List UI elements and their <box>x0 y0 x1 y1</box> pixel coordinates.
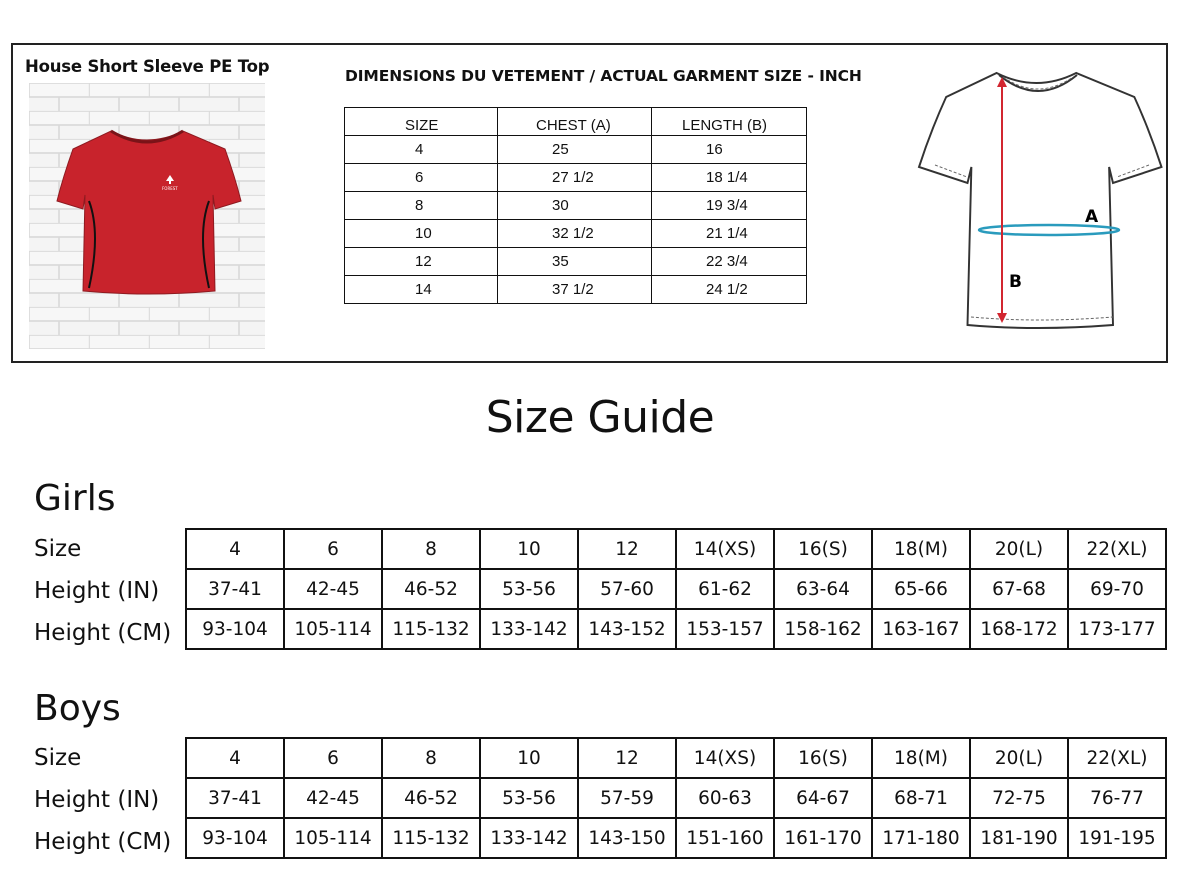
size-cell: 6 <box>284 738 382 778</box>
height-in-cell: 63-64 <box>774 569 872 609</box>
height-in-cell: 42-45 <box>284 569 382 609</box>
boys-label: Boys <box>34 688 121 729</box>
height-in-cell: 53-56 <box>480 569 578 609</box>
girls-row-labels <box>34 528 171 654</box>
row-label-height-cm: Height (CM) <box>34 829 172 855</box>
height-in-cell: 67-68 <box>970 569 1068 609</box>
height-in-cell: 57-59 <box>578 778 676 818</box>
size-cell: 16(S) <box>774 529 872 569</box>
table-row <box>186 818 1166 858</box>
table-row <box>345 220 807 248</box>
chest-cell: 27 1/2 <box>498 164 652 192</box>
table-row <box>345 248 807 276</box>
size-cell: 6 <box>284 529 382 569</box>
size-cell: 4 <box>186 529 284 569</box>
height-cm-cell: 153-157 <box>676 609 774 649</box>
size-cell: 8 <box>382 738 480 778</box>
height-in-cell: 61-62 <box>676 569 774 609</box>
length-cell: 18 1/4 <box>652 164 807 192</box>
length-cell: 24 1/2 <box>652 276 807 304</box>
height-cm-cell: 163-167 <box>872 609 970 649</box>
size-cell: 12 <box>345 248 498 276</box>
garment-dimensions-table <box>344 107 807 304</box>
height-cm-cell: 191-195 <box>1068 818 1166 858</box>
row-label-height-cm: Height (CM) <box>34 620 172 646</box>
height-cm-cell: 143-152 <box>578 609 676 649</box>
height-cm-cell: 133-142 <box>480 609 578 649</box>
boys-size-table <box>185 737 1167 859</box>
height-cm-cell: 105-114 <box>284 609 382 649</box>
girls-label: Girls <box>34 478 116 519</box>
height-in-cell: 57-60 <box>578 569 676 609</box>
length-cell: 19 3/4 <box>652 192 807 220</box>
chest-cell: 30 <box>498 192 652 220</box>
height-cm-cell: 105-114 <box>284 818 382 858</box>
size-guide-title: Size Guide <box>485 392 715 443</box>
height-cm-cell: 151-160 <box>676 818 774 858</box>
height-cm-cell: 173-177 <box>1068 609 1166 649</box>
height-cm-cell: 171-180 <box>872 818 970 858</box>
table-row <box>186 609 1166 649</box>
height-cm-cell: 161-170 <box>774 818 872 858</box>
size-cell: 18(M) <box>872 529 970 569</box>
length-cell: 22 3/4 <box>652 248 807 276</box>
height-cm-cell: 143-150 <box>578 818 676 858</box>
table-row <box>186 569 1166 609</box>
table-row <box>345 164 807 192</box>
table-row <box>186 778 1166 818</box>
table-row <box>186 529 1166 569</box>
size-cell: 8 <box>345 192 498 220</box>
height-in-cell: 69-70 <box>1068 569 1166 609</box>
height-cm-cell: 115-132 <box>382 818 480 858</box>
size-cell: 12 <box>578 738 676 778</box>
height-in-cell: 53-56 <box>480 778 578 818</box>
row-label-size: Size <box>34 745 82 771</box>
size-cell: 10 <box>480 529 578 569</box>
header-length: LENGTH (B) <box>652 108 807 136</box>
size-cell: 14 <box>345 276 498 304</box>
height-cm-cell: 133-142 <box>480 818 578 858</box>
height-in-cell: 46-52 <box>382 569 480 609</box>
size-cell: 10 <box>345 220 498 248</box>
girls-size-table <box>185 528 1167 650</box>
size-cell: 12 <box>578 529 676 569</box>
chest-cell: 32 1/2 <box>498 220 652 248</box>
height-cm-cell: 158-162 <box>774 609 872 649</box>
height-cm-cell: 93-104 <box>186 818 284 858</box>
height-in-cell: 72-75 <box>970 778 1068 818</box>
size-cell: 6 <box>345 164 498 192</box>
size-cell: 18(M) <box>872 738 970 778</box>
size-cell: 4 <box>345 136 498 164</box>
height-in-cell: 60-63 <box>676 778 774 818</box>
size-cell: 4 <box>186 738 284 778</box>
size-cell: 8 <box>382 529 480 569</box>
measurement-diagram <box>917 67 1167 342</box>
table-row <box>345 276 807 304</box>
header-size: SIZE <box>345 108 498 136</box>
length-cell: 21 1/4 <box>652 220 807 248</box>
product-title: House Short Sleeve PE Top <box>25 57 270 76</box>
height-in-cell: 37-41 <box>186 569 284 609</box>
height-cm-cell: 93-104 <box>186 609 284 649</box>
product-photo <box>29 83 265 349</box>
label-b: B <box>1009 272 1022 292</box>
chest-cell: 35 <box>498 248 652 276</box>
length-cell: 16 <box>652 136 807 164</box>
height-in-cell: 37-41 <box>186 778 284 818</box>
table-row <box>186 738 1166 778</box>
size-cell: 20(L) <box>970 738 1068 778</box>
height-in-cell: 42-45 <box>284 778 382 818</box>
header-chest: CHEST (A) <box>498 108 652 136</box>
size-cell: 10 <box>480 738 578 778</box>
height-in-cell: 76-77 <box>1068 778 1166 818</box>
dimensions-title: DIMENSIONS DU VETEMENT / ACTUAL GARMENT SIZE - INCH <box>345 67 862 85</box>
table-row <box>345 136 807 164</box>
row-label-size: Size <box>34 536 82 562</box>
chest-cell: 37 1/2 <box>498 276 652 304</box>
height-in-cell: 64-67 <box>774 778 872 818</box>
size-cell: 20(L) <box>970 529 1068 569</box>
row-label-height-in: Height (IN) <box>34 787 160 813</box>
row-label-height-in: Height (IN) <box>34 578 160 604</box>
size-cell: 14(XS) <box>676 738 774 778</box>
height-cm-cell: 115-132 <box>382 609 480 649</box>
height-cm-cell: 168-172 <box>970 609 1068 649</box>
size-cell: 22(XL) <box>1068 529 1166 569</box>
chest-cell: 25 <box>498 136 652 164</box>
garment-info-panel <box>11 43 1168 363</box>
shirt-logo: FOREST <box>162 186 178 191</box>
height-in-cell: 46-52 <box>382 778 480 818</box>
boys-row-labels <box>34 737 171 863</box>
height-in-cell: 68-71 <box>872 778 970 818</box>
height-cm-cell: 181-190 <box>970 818 1068 858</box>
table-row <box>345 192 807 220</box>
size-cell: 16(S) <box>774 738 872 778</box>
dimensions-header-row <box>345 108 807 136</box>
height-in-cell: 65-66 <box>872 569 970 609</box>
label-a: A <box>1085 207 1099 227</box>
size-cell: 14(XS) <box>676 529 774 569</box>
size-cell: 22(XL) <box>1068 738 1166 778</box>
